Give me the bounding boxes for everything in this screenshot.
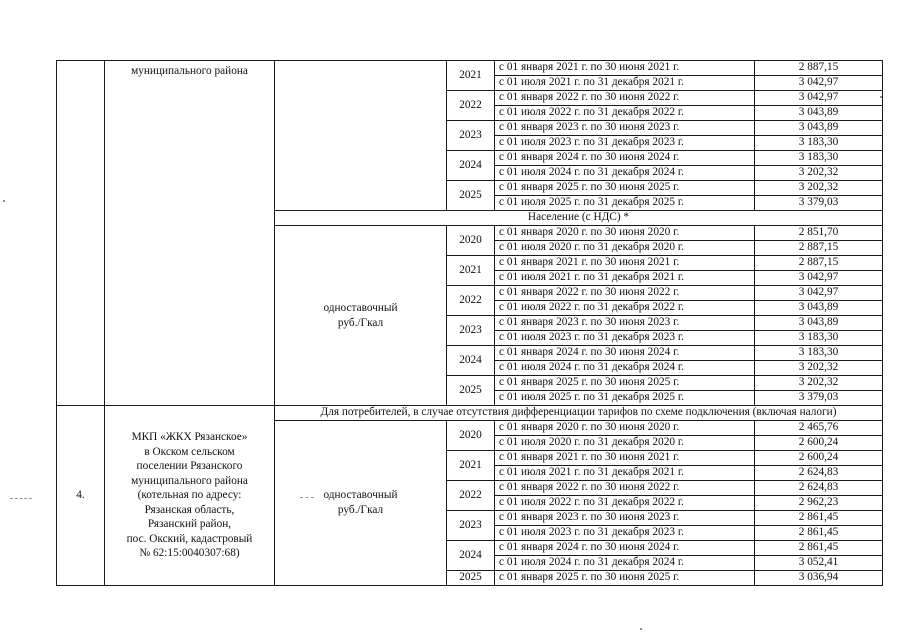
organization-name-line: в Окском сельском	[144, 445, 235, 458]
period-cell: с 01 июля 2024 г. по 31 декабря 2024 г.	[495, 166, 755, 181]
year-cell: 2024	[447, 151, 495, 181]
tariff-table-body	[57, 61, 883, 586]
tariff-value-cell: 2 851,70	[755, 226, 883, 241]
period-cell: с 01 июля 2021 г. по 31 декабря 2021 г.	[495, 76, 755, 91]
year-cell: 2023	[447, 121, 495, 151]
period-cell: с 01 июля 2022 г. по 31 декабря 2022 г.	[495, 301, 755, 316]
scan-speck	[880, 96, 882, 98]
organization-name-line: пос. Окский, кадастровый	[126, 532, 253, 545]
tariff-value-cell: 2 600,24	[755, 451, 883, 466]
year-cell: 2025	[447, 571, 495, 586]
tariff-value-cell: 3 043,89	[755, 106, 883, 121]
tariff-value-cell: 2 887,15	[755, 256, 883, 271]
period-cell: с 01 июля 2022 г. по 31 декабря 2022 г.	[495, 496, 755, 511]
tariff-value-cell: 2 624,83	[755, 481, 883, 496]
scan-speck	[3, 200, 5, 202]
period-cell: с 01 июля 2024 г. по 31 декабря 2024 г.	[495, 556, 755, 571]
period-cell: с 01 января 2021 г. по 30 июня 2021 г.	[495, 451, 755, 466]
period-cell: с 01 января 2024 г. по 30 июня 2024 г.	[495, 541, 755, 556]
tariff-value-cell: 3 379,03	[755, 391, 883, 406]
tariff-value-cell: 3 043,89	[755, 121, 883, 136]
period-cell: с 01 января 2023 г. по 30 июня 2023 г.	[495, 511, 755, 526]
tariff-value-cell: 2 887,15	[755, 241, 883, 256]
tariff-unit-label: руб./Гкал	[337, 504, 384, 516]
period-cell: с 01 июля 2023 г. по 31 декабря 2023 г.	[495, 136, 755, 151]
tariff-value-cell: 2 962,23	[755, 496, 883, 511]
organization-name-line: Рязанская область,	[144, 503, 235, 516]
tariff-value-cell: 2 861,45	[755, 511, 883, 526]
year-cell: 2020	[447, 226, 495, 256]
section-header-row	[57, 406, 883, 421]
tariff-value-cell: 3 202,32	[755, 376, 883, 391]
tariff-value-cell: 3 042,97	[755, 76, 883, 91]
tariff-type-cell	[275, 421, 447, 586]
tariff-value-cell: 3 042,97	[755, 286, 883, 301]
period-cell: с 01 июля 2024 г. по 31 декабря 2024 г.	[495, 361, 755, 376]
organization-name-line: муниципального района	[131, 474, 248, 487]
year-cell: 2025	[447, 181, 495, 211]
tariff-value-cell: 2 624,83	[755, 466, 883, 481]
period-cell: с 01 января 2020 г. по 30 июня 2020 г.	[495, 226, 755, 241]
tariff-value-cell: 2 861,45	[755, 541, 883, 556]
organization-cell	[105, 406, 275, 586]
tariff-type-label: одноставочный	[323, 489, 398, 502]
year-cell: 2024	[447, 346, 495, 376]
period-cell: с 01 июля 2021 г. по 31 декабря 2021 г.	[495, 271, 755, 286]
tariff-type-cell	[275, 226, 447, 406]
scan-dash-mark	[10, 498, 32, 499]
organization-name-line: № 62:15:0040307:68)	[139, 547, 240, 560]
tariff-table	[56, 60, 883, 586]
tariff-value-cell: 2 465,76	[755, 421, 883, 436]
period-cell: с 01 июля 2020 г. по 31 декабря 2020 г.	[495, 436, 755, 451]
tariff-value-cell: 3 042,97	[755, 271, 883, 286]
period-cell: с 01 января 2025 г. по 30 июня 2025 г.	[495, 571, 755, 586]
row-number-cell: 4.	[57, 406, 105, 586]
year-cell: 2025	[447, 376, 495, 406]
tariff-unit-label: руб./Гкал	[337, 316, 384, 329]
period-cell: с 01 июля 2021 г. по 31 декабря 2021 г.	[495, 466, 755, 481]
tariff-value-cell: 3 202,32	[755, 361, 883, 376]
tariff-value-cell: 2 600,24	[755, 436, 883, 451]
section-title-consumers: Для потребителей, в случае отсутствия дифференциации тарифов по схеме подключения (включая налоги)	[275, 406, 883, 421]
tariff-value-cell: 3 202,32	[755, 166, 883, 181]
year-cell: 2021	[447, 451, 495, 481]
section-title-population: Население (с НДС) *	[275, 211, 883, 226]
period-cell: с 01 января 2021 г. по 30 июня 2021 г.	[495, 61, 755, 76]
period-cell: с 01 января 2023 г. по 30 июня 2023 г.	[495, 121, 755, 136]
period-cell: с 01 января 2024 г. по 30 июня 2024 г.	[495, 346, 755, 361]
organization-name-line: поселении Рязанского	[136, 460, 243, 473]
tariff-value-cell: 3 043,89	[755, 316, 883, 331]
tariff-value-cell: 3 379,03	[755, 196, 883, 211]
tariff-type-label: одноставочный	[323, 301, 398, 314]
year-cell: 2020	[447, 421, 495, 451]
period-cell: с 01 июля 2020 г. по 31 декабря 2020 г.	[495, 241, 755, 256]
tariff-value-cell: 3 183,30	[755, 151, 883, 166]
row-number-cell	[57, 61, 105, 406]
year-cell: 2022	[447, 286, 495, 316]
tariff-value-cell: 3 042,97	[755, 91, 883, 106]
year-cell: 2022	[447, 481, 495, 511]
scan-dash-mark	[300, 497, 314, 498]
tariff-value-cell: 3 202,32	[755, 181, 883, 196]
tariff-value-cell: 3 036,94	[755, 571, 883, 586]
tariff-value-cell: 2 887,15	[755, 61, 883, 76]
tariff-value-cell: 2 861,45	[755, 526, 883, 541]
period-cell: с 01 января 2021 г. по 30 июня 2021 г.	[495, 256, 755, 271]
period-cell: с 01 января 2025 г. по 30 июня 2025 г.	[495, 181, 755, 196]
period-cell: с 01 января 2022 г. по 30 июня 2022 г.	[495, 91, 755, 106]
scan-speck	[640, 628, 642, 630]
tariff-value-cell: 3 183,30	[755, 136, 883, 151]
period-cell: с 01 июля 2023 г. по 31 декабря 2023 г.	[495, 331, 755, 346]
year-cell: 2021	[447, 61, 495, 91]
tariff-value-cell: 3 043,89	[755, 301, 883, 316]
period-cell: с 01 июля 2025 г. по 31 декабря 2025 г.	[495, 391, 755, 406]
period-cell: с 01 июля 2022 г. по 31 декабря 2022 г.	[495, 106, 755, 121]
period-cell: с 01 июля 2023 г. по 31 декабря 2023 г.	[495, 526, 755, 541]
period-cell: с 01 января 2020 г. по 30 июня 2020 г.	[495, 421, 755, 436]
organization-cell	[105, 61, 275, 406]
period-cell: с 01 января 2024 г. по 30 июня 2024 г.	[495, 151, 755, 166]
year-cell: 2021	[447, 256, 495, 286]
year-cell: 2024	[447, 541, 495, 571]
year-cell: 2022	[447, 91, 495, 121]
tariff-type-cell	[275, 61, 447, 211]
tariff-value-cell: 3 052,41	[755, 556, 883, 571]
period-cell: с 01 января 2025 г. по 30 июня 2025 г.	[495, 376, 755, 391]
period-cell: с 01 июля 2025 г. по 31 декабря 2025 г.	[495, 196, 755, 211]
period-cell: с 01 января 2022 г. по 30 июня 2022 г.	[495, 286, 755, 301]
organization-name-line: Рязанский район,	[147, 518, 232, 531]
tariff-value-cell: 3 183,30	[755, 331, 883, 346]
period-cell: с 01 января 2022 г. по 30 июня 2022 г.	[495, 481, 755, 496]
period-cell: с 01 января 2023 г. по 30 июня 2023 г.	[495, 316, 755, 331]
year-cell: 2023	[447, 511, 495, 541]
year-cell: 2023	[447, 316, 495, 346]
organization-name-line: МКП «ЖКХ Рязанское»	[131, 431, 248, 444]
table-row	[57, 61, 883, 76]
organization-name-fragment: муниципального района	[131, 65, 248, 77]
organization-name-line: (котельная по адресу:	[137, 489, 242, 502]
tariff-value-cell: 3 183,30	[755, 346, 883, 361]
